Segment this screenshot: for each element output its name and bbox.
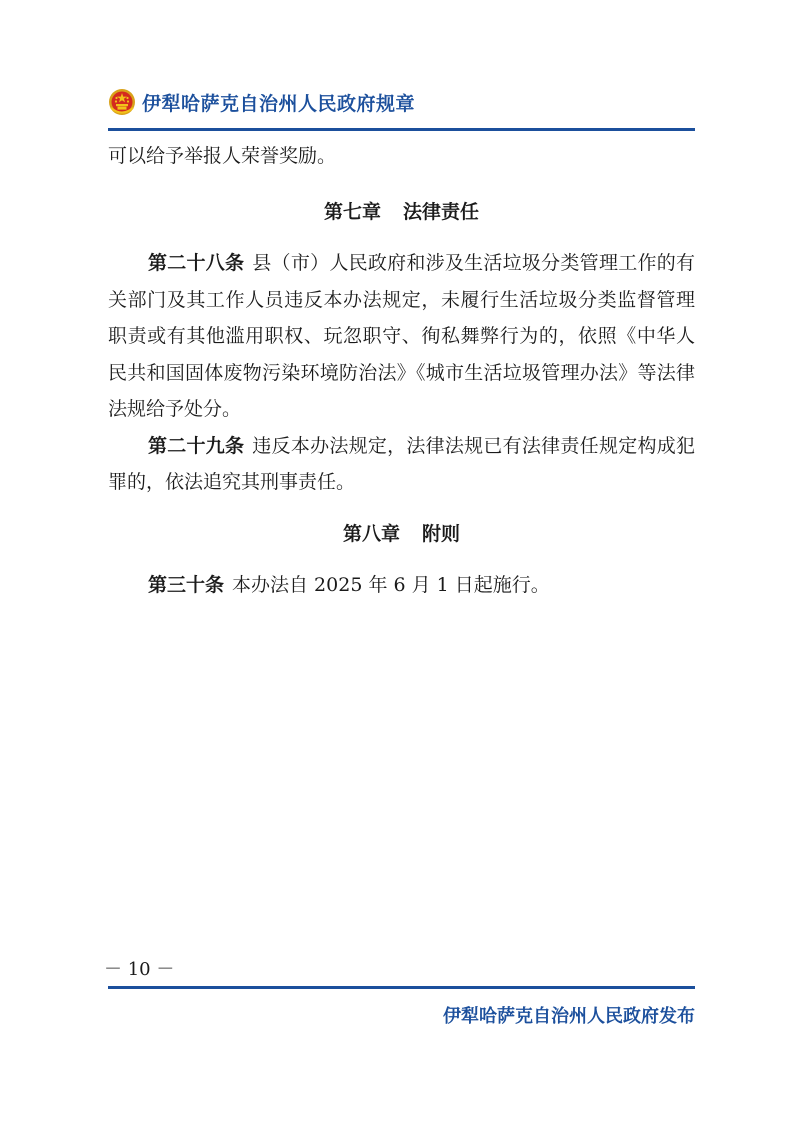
article-29-text: 违反本办法规定，法律法规已有法律责任规定构成犯罪的，依法追究其刑事责任。	[108, 434, 695, 493]
chapter-8-number: 第八章	[342, 522, 400, 545]
page-number: － 10 －	[104, 959, 175, 980]
article-29	[108, 428, 695, 501]
chapter-7-title: 法律责任	[403, 200, 480, 223]
chapter-8-title: 附则	[422, 522, 461, 545]
publisher-footer: 伊犁哈萨克自治州人民政府发布	[443, 1006, 695, 1027]
chapter-7-number: 第七章	[323, 200, 381, 223]
header-divider	[108, 128, 695, 131]
opening-line: 可以给予举报人荣誉奖励。	[108, 145, 337, 167]
article-30-text: 本办法自 2025 年 6 月 1 日起施行。	[232, 574, 550, 596]
article-30	[108, 567, 695, 604]
chapter-heading-7	[108, 194, 695, 231]
article-28-label: 第二十八条	[148, 252, 245, 274]
document-body	[108, 138, 695, 604]
article-28-text: 县（市）人民政府和涉及生活垃圾分类管理工作的有关部门及其工作人员违反本办法规定，未履行生活垃圾分类监督管理职责或有其他滥用职权、玩忽职守、徇私舞弊行为的，依照《中华人民共和国固体废物污染环境防治法》《城市生活垃圾管理办法》等法律法规给予处分。	[108, 252, 695, 420]
header-title: 伊犁哈萨克自治州人民政府规章	[142, 92, 416, 115]
article-29-label: 第二十九条	[148, 434, 245, 457]
page-header	[108, 86, 415, 118]
national-emblem-icon	[108, 88, 136, 116]
chapter-heading-8	[108, 516, 695, 553]
article-30-label: 第三十条	[148, 574, 225, 596]
footer-divider	[108, 986, 695, 989]
article-28	[108, 245, 695, 428]
